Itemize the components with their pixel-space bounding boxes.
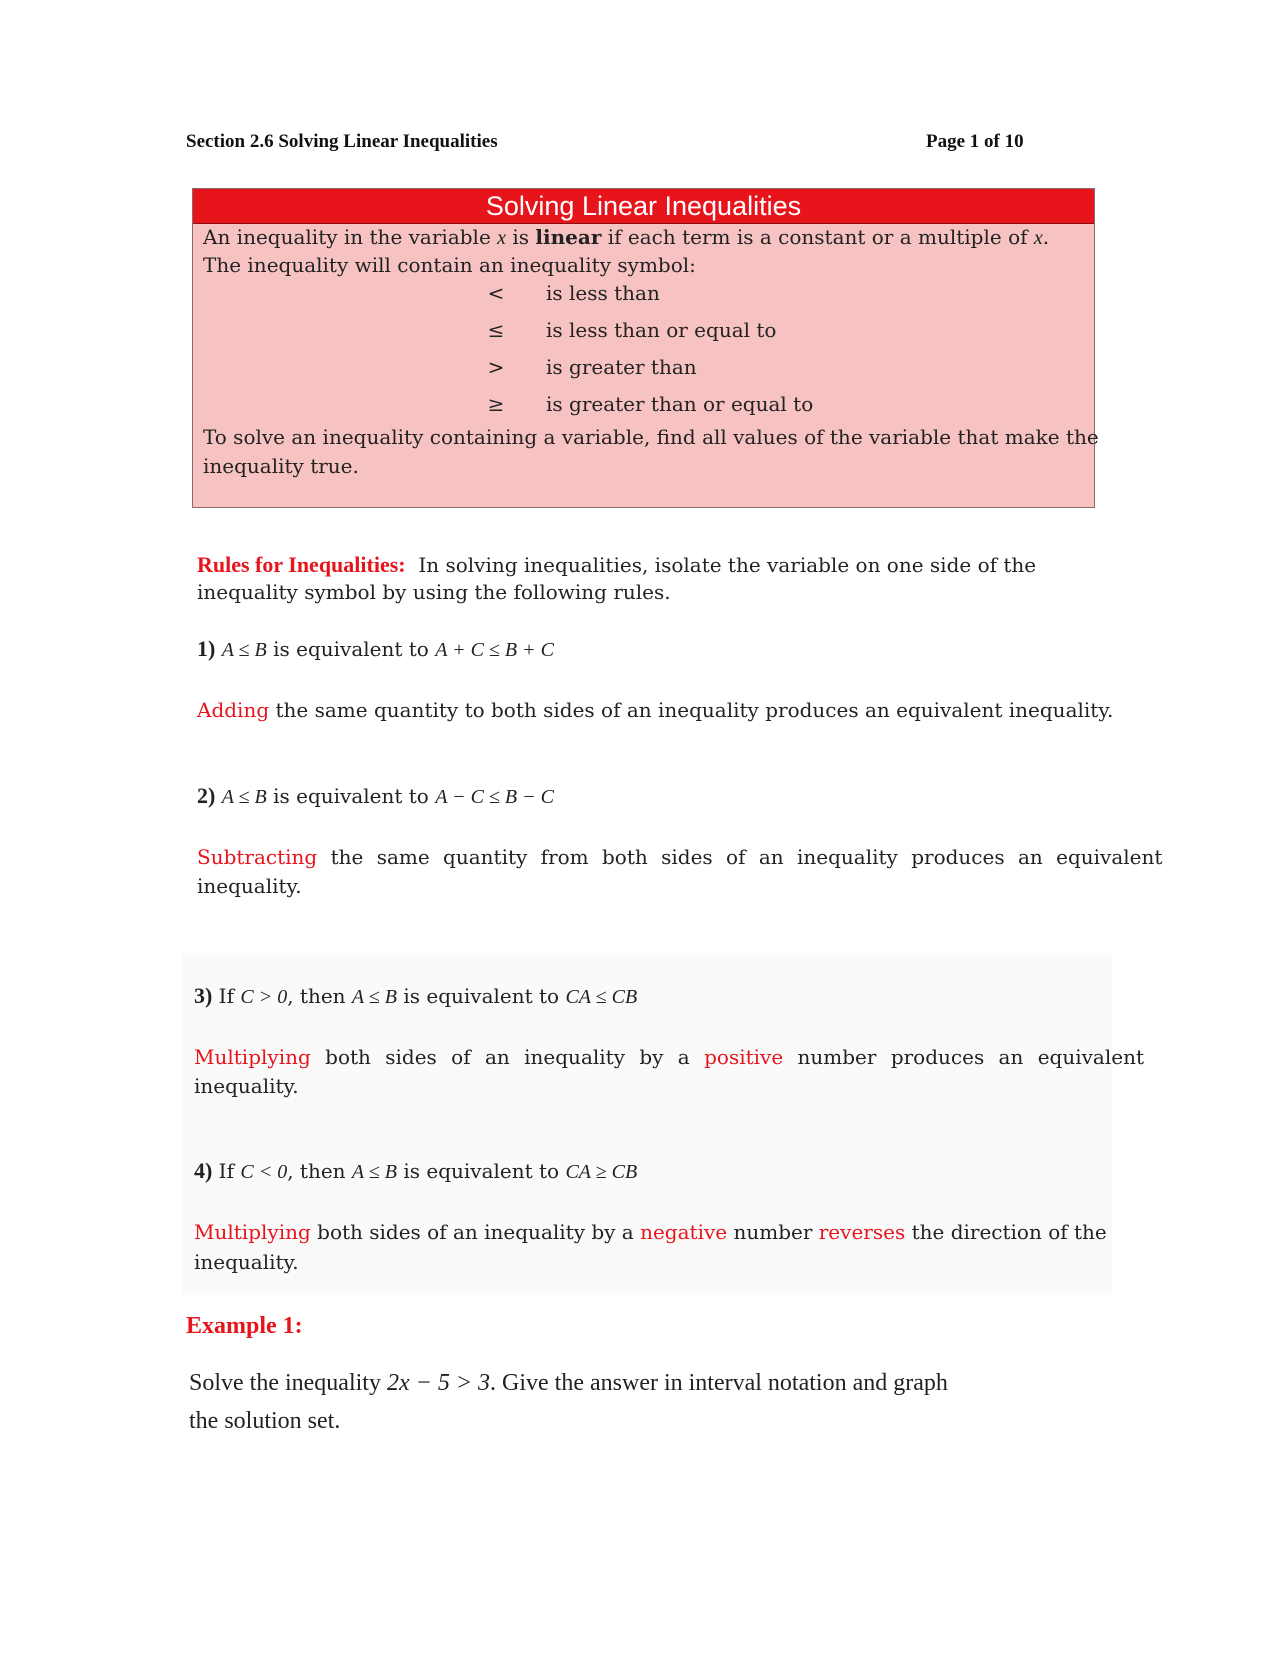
symbol-less-equal: ≤: [487, 318, 505, 342]
rule-4-description-2: inequality.: [194, 1250, 299, 1274]
symbol-less-than-meaning: is less than: [546, 281, 660, 305]
symbol-greater-equal: ≥: [487, 392, 505, 416]
symbol-greater-than: >: [487, 355, 505, 379]
rule-1: 1) A ≤ B is equivalent to A + C ≤ B + C: [197, 636, 554, 661]
rule-3-description: Multiplying both sides of an inequality by a positive number produces an equivalent: [194, 1045, 1145, 1069]
definition-closing-1: To solve an inequality containing a variable, find all values of the variable that make the: [203, 425, 1099, 449]
rule-2: 2) A ≤ B is equivalent to A − C ≤ B − C: [197, 783, 554, 808]
definition-title: Solving Linear Inequalities: [193, 189, 1094, 224]
definition-symbol-intro: The inequality will contain an inequality symbol:: [203, 253, 696, 277]
rule-4-description: Multiplying both sides of an inequality by a negative number reverses the direction of the: [194, 1220, 1107, 1244]
rule-2-description-2: inequality.: [197, 874, 302, 898]
rule-2-description: Subtracting the same quantity from both sides of an inequality produces an equivalent: [197, 845, 1163, 869]
definition-box: [192, 188, 1099, 508]
example-title: Example 1:: [186, 1313, 303, 1339]
rules-intro: Rules for Inequalities: In solving inequalities, isolate the variable on one side of the: [197, 552, 1037, 577]
page-number: Page 1 of 10: [926, 131, 1024, 152]
section-title: Section 2.6 Solving Linear Inequalities: [186, 131, 498, 152]
symbol-less-than: <: [487, 281, 505, 305]
rules-heading: Rules for Inequalities:: [197, 552, 406, 577]
example-prompt-2: the solution set.: [189, 1408, 341, 1434]
symbol-greater-equal-meaning: is greater than or equal to: [546, 392, 814, 416]
rule-3-description-2: inequality.: [194, 1074, 299, 1098]
definition-intro: An inequality in the variable x is linear if each term is a constant or a multiple of x.: [203, 225, 1050, 249]
symbol-greater-than-meaning: is greater than: [546, 355, 697, 379]
example-prompt: Solve the inequality 2x − 5 > 3. Give the answer in interval notation and graph: [189, 1370, 948, 1396]
symbol-less-equal-meaning: is less than or equal to: [546, 318, 777, 342]
rule-3: 3) If C > 0, then A ≤ B is equivalent to CA ≤ CB: [194, 983, 638, 1008]
definition-closing-2: inequality true.: [203, 454, 359, 478]
rule-1-description: Adding the same quantity to both sides of an inequality produces an equivalent inequality.: [197, 698, 1114, 722]
rules-intro-2: inequality symbol by using the following rules.: [197, 580, 671, 604]
rule-4: 4) If C < 0, then A ≤ B is equivalent to CA ≥ CB: [194, 1158, 638, 1183]
